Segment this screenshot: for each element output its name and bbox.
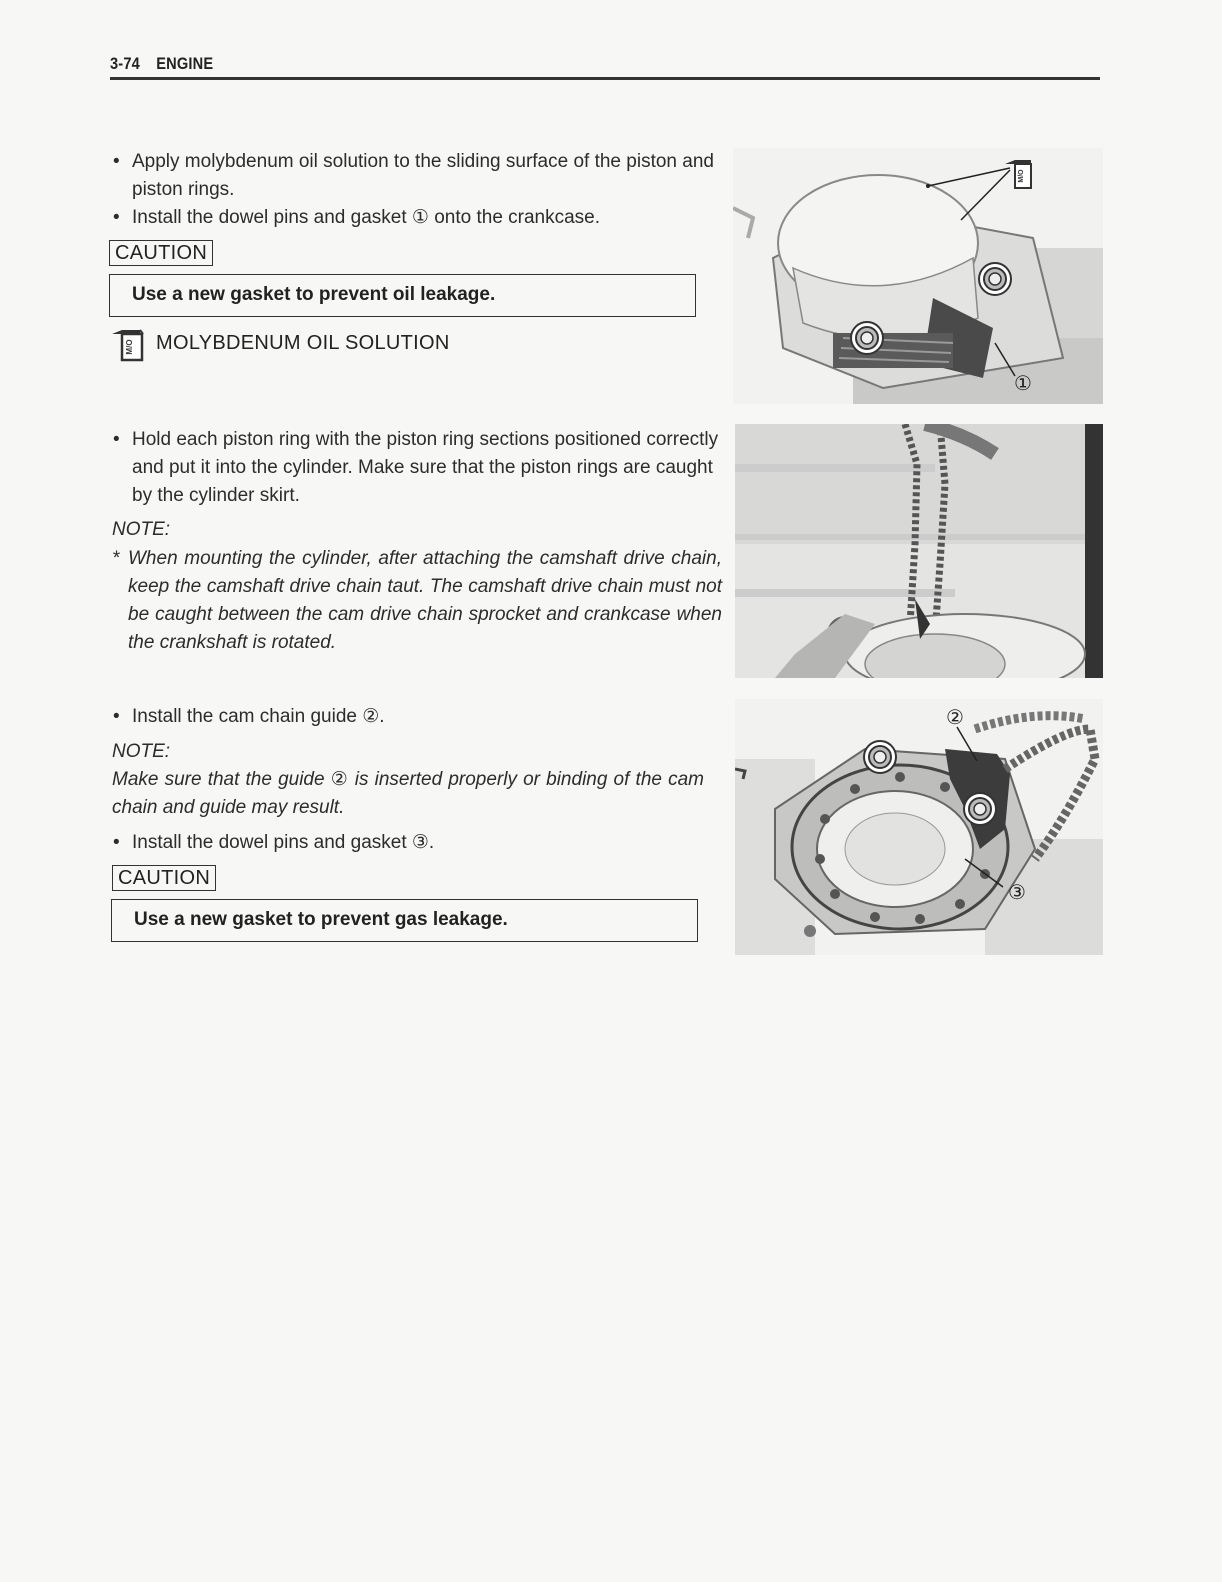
callout-1: ① [1014, 371, 1032, 395]
photo-piston-crankcase [733, 148, 1103, 404]
photo-cam-chain-cylinder [735, 424, 1103, 678]
note-label-1: NOTE: [112, 519, 171, 540]
section-title: ENGINE [156, 54, 214, 73]
bullet-install-gasket-3: • Install the dowel pins and gasket ③. [110, 829, 722, 857]
note-camshaft-chain: * When mounting the cylinder, after attaching the camshaft drive chain, keep the camshaft drive chain taut. The camshaft drive chain must not be caught between the cam drive chain sprocket and crankcase when the crankshaft is rotated. [110, 545, 722, 657]
note-label-2: NOTE: [112, 741, 171, 762]
bullet-apply-molybdenum: • Apply molybdenum oil solution to the sliding surface of the piston and piston rings. [110, 148, 722, 204]
moly-oil-can-icon [110, 324, 148, 362]
moly-label: MOLYBDENUM OIL SOLUTION [156, 331, 450, 354]
bullet-install-gasket-1: • Install the dowel pins and gasket ① onto the crankcase. [110, 204, 722, 232]
caution-box-2: Use a new gasket to prevent gas leakage. [111, 899, 698, 942]
caution-box: Use a new gasket to prevent oil leakage. [109, 274, 696, 317]
page-number: 3-74 [110, 54, 140, 73]
photo1-icon-text: M/O [1018, 169, 1025, 183]
callout-2: ② [946, 705, 964, 729]
callout-3: ③ [1008, 880, 1026, 904]
moly-icon-text: M/O [125, 339, 134, 355]
caution-label: CAUTION [109, 240, 213, 266]
bullet-hold-piston-ring: • Hold each piston ring with the piston ring sections positioned correctly and put it into the cylinder. Make sure that the piston rings are caught by the cylinder skirt. [110, 426, 722, 510]
page-header [110, 54, 1100, 74]
bullet-install-cam-chain-guide: • Install the cam chain guide ②. [110, 703, 722, 731]
molybdenum-oil-note [110, 324, 450, 362]
header-rule [110, 77, 1100, 80]
note-guide-insertion: Make sure that the guide ② is inserted properly or binding of the cam chain and guide may result. [112, 769, 704, 818]
caution-label-2: CAUTION [112, 865, 216, 891]
photo-cam-chain-guide-gasket [735, 699, 1103, 955]
